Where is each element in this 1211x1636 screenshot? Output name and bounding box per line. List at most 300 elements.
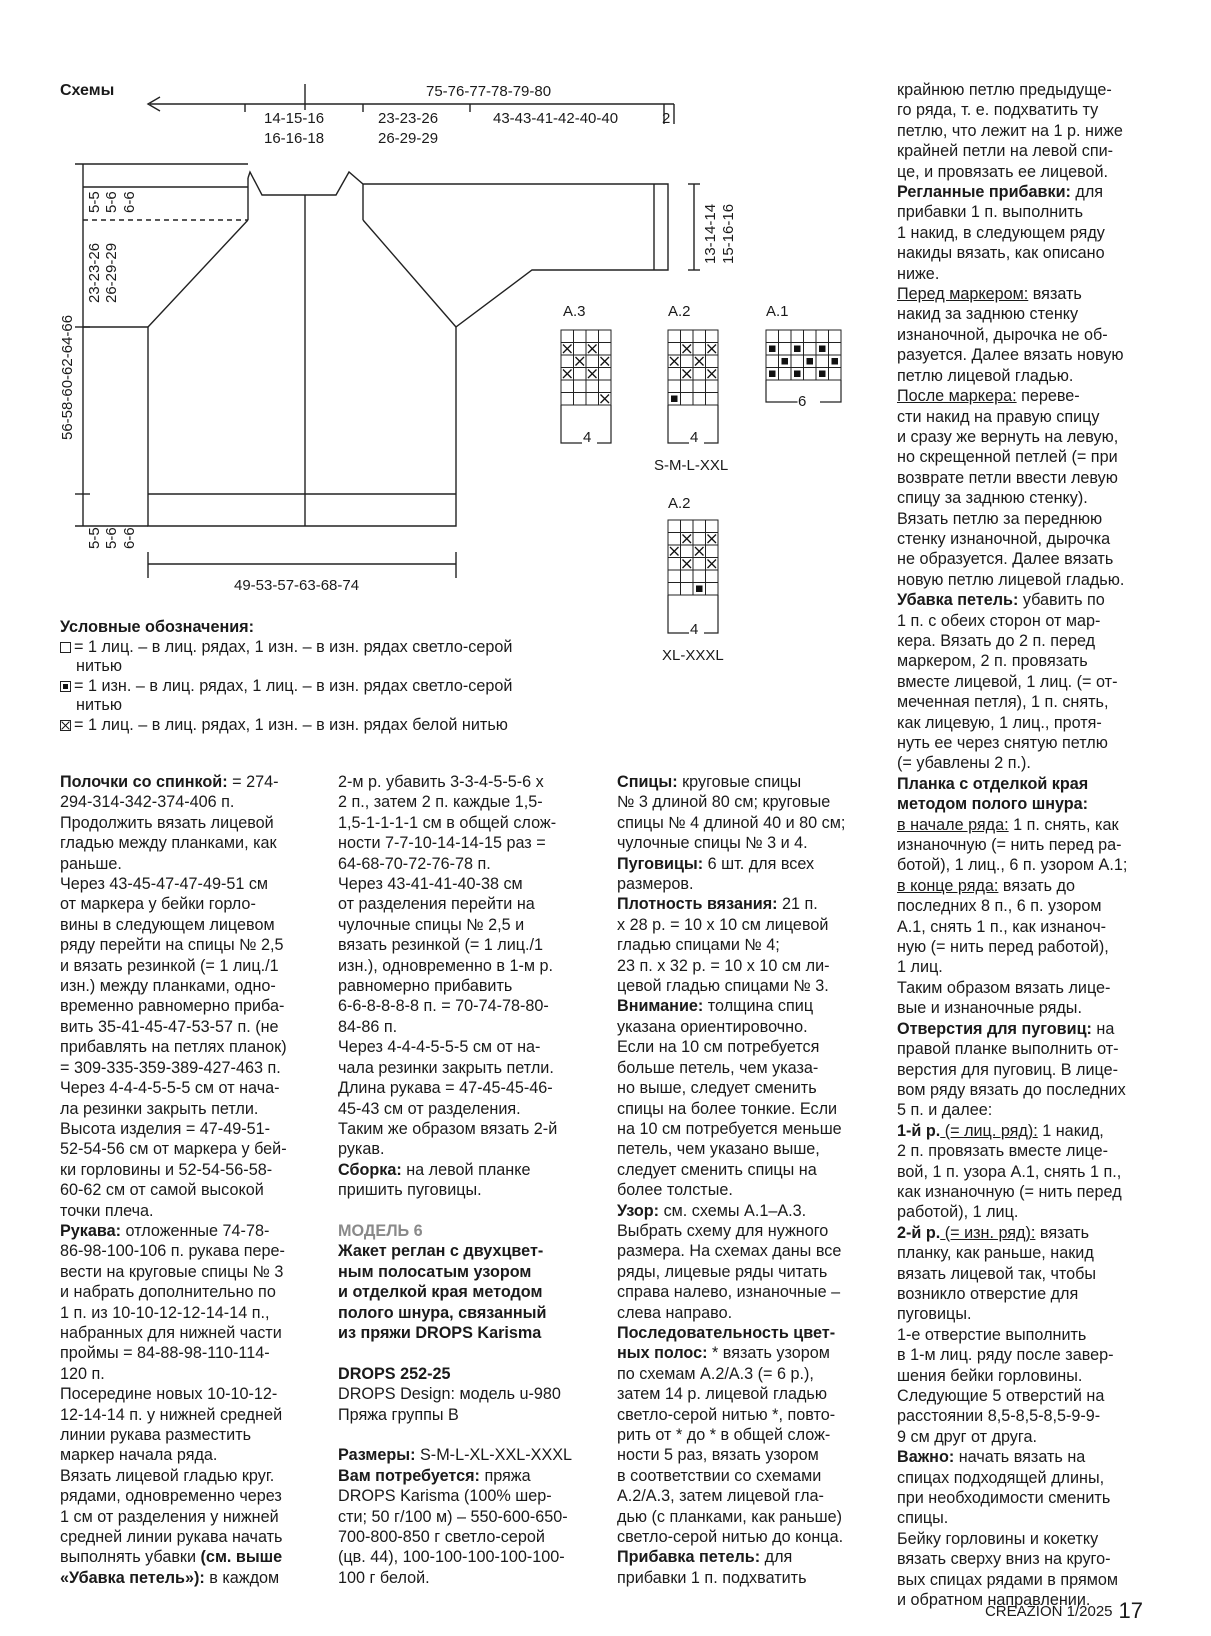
col3-line: [617, 874, 845, 894]
col3-line: [617, 956, 845, 976]
text-run: 1 см от разделения у нижней: [60, 1507, 279, 1526]
col2-line: [338, 935, 572, 955]
text-run: изн.) между планками, одно-: [60, 977, 276, 996]
text-run: Плотность вязания:: [617, 895, 778, 914]
chart-cell: [599, 343, 612, 356]
col3-line: [617, 854, 845, 874]
text-run: 1 накид,: [1037, 1121, 1104, 1140]
chart-cell: [668, 583, 681, 596]
col3-line: [617, 1241, 845, 1261]
text-run: сти накид на правую спицу: [897, 407, 1100, 426]
text-run: светло-серой нитью до конца.: [617, 1528, 844, 1547]
col1-line: [60, 1099, 287, 1119]
chart-cell: [706, 583, 719, 596]
col3-line: [617, 1078, 845, 1098]
col1-line: [60, 792, 287, 812]
text-run: ботой), 1 лиц., 6 п. узором A.1;: [897, 856, 1128, 875]
col3-line: [617, 1282, 845, 1302]
text-run: 86-98-100-106 п. рукава пере-: [60, 1242, 285, 1261]
col4-line: [897, 733, 1127, 753]
filled-square-icon: [60, 681, 71, 692]
legend-item-cross: [60, 716, 512, 736]
col3-line: [617, 1180, 845, 1200]
chart-cell: [681, 393, 694, 406]
text-run: пришить пуговицы.: [338, 1181, 482, 1200]
chart-cell: [791, 355, 804, 368]
chart-a2-width: 4: [690, 429, 699, 446]
right-raglan-line: [363, 220, 456, 327]
col4-line: [897, 815, 1127, 835]
text-run: 21 п.: [777, 895, 818, 914]
text-run: ряды, лицевые ряды читать: [617, 1262, 828, 1281]
chart-cell: [693, 380, 706, 393]
text-run: 1-й р.: [897, 1121, 941, 1140]
text-run: вести на круговые спицы № 3: [60, 1262, 284, 1281]
col3-line: [617, 1037, 845, 1057]
text-run: петлю, что лежит на 1 р. ниже: [897, 121, 1123, 140]
text-run: DROPS Design: модель u-980: [338, 1385, 561, 1404]
filled-stitch-mark: [671, 396, 678, 403]
chart-cell: [574, 330, 587, 343]
seg1-top-label: 14-15-16: [264, 110, 325, 127]
chart-cell: [829, 343, 842, 356]
col3-line: [617, 1139, 845, 1159]
text-run: 60-62 см от самой высокой: [60, 1181, 264, 1200]
text-run: чулочные спицы № 2,5 и: [338, 915, 525, 934]
col3-line: [617, 1507, 845, 1527]
text-run: кера. Вязать до 2 п. перед: [897, 631, 1096, 650]
col1-line: [60, 1160, 287, 1180]
chart-cell: [779, 368, 792, 381]
text-run: отложенные 74-78-: [121, 1221, 270, 1240]
text-run: меченная петля), 1 п. снять,: [897, 693, 1109, 712]
col2-line: [338, 1384, 572, 1404]
col4-line: [897, 468, 1127, 488]
chart-cell: [693, 533, 706, 546]
text-run: Пряжа группы B: [338, 1405, 459, 1424]
chart-cell: [681, 355, 694, 368]
col2-line: [338, 1139, 572, 1159]
col4-line: [897, 549, 1127, 569]
col4-line: [897, 1366, 1127, 1386]
text-run: полого шнура, связанный: [338, 1303, 547, 1322]
col2-line: [338, 956, 572, 976]
col4-line: [897, 100, 1127, 120]
legend: [60, 618, 512, 736]
text-run: 23 п. х 32 р. = 10 х 10 см ли-: [617, 956, 830, 975]
legend-item2-text: = 1 изн. – в лиц. рядах, 1 лиц. – в изн. рядах светло-серой: [74, 676, 513, 695]
col4-line: [897, 917, 1127, 937]
col1-line: [60, 1568, 287, 1588]
text-run: спицу за заднюю стенку).: [897, 489, 1088, 508]
col1-line: [60, 1527, 287, 1547]
text-run: следует сменить спицы на: [617, 1160, 817, 1179]
text-run: 64-68-70-72-76-78 п.: [338, 854, 491, 873]
text-run: 1 п. из 10-10-12-12-14-14 п.,: [60, 1303, 270, 1322]
col2-line: [338, 1241, 572, 1261]
width-total-label: 75-76-77-78-79-80: [426, 83, 552, 100]
col4-line: [897, 631, 1127, 651]
col1-line: [60, 1323, 287, 1343]
col4-line: [897, 447, 1127, 467]
chart-a2-label: A.2: [668, 303, 691, 320]
col1-line: [60, 956, 287, 976]
text-run: гладью между планками, как: [60, 834, 277, 853]
left-raglan-line: [148, 220, 248, 327]
col2-line: [338, 833, 572, 853]
col3-line: [617, 1568, 845, 1588]
col3-line: [617, 894, 845, 914]
col4-line: [897, 1182, 1127, 1202]
col4-line: [897, 488, 1127, 508]
chart-cell: [586, 380, 599, 393]
text-run: как лицевую, 1 лиц., протя-: [897, 713, 1102, 732]
text-run: Узор:: [617, 1201, 660, 1220]
text-run: правой планке выполнить от-: [897, 1040, 1119, 1059]
text-run: средней линии рукава начать: [60, 1528, 283, 1547]
col3-line: [617, 1099, 845, 1119]
chart-a3-label: A.3: [563, 303, 586, 320]
col4-line: [897, 529, 1127, 549]
col4-line: [897, 651, 1127, 671]
text-run: Регланные прибавки:: [897, 183, 1071, 202]
col2-line: [338, 1445, 572, 1465]
chart-cell: [586, 393, 599, 406]
chart-cell: [816, 330, 829, 343]
col4-line: [897, 978, 1127, 998]
text-run: дью (с планками, как раньше): [617, 1507, 843, 1526]
chart-cell: [766, 330, 779, 343]
col4-line: [897, 1304, 1127, 1324]
col1-line: [60, 1017, 287, 1037]
chart-cell: [668, 343, 681, 356]
col4-line: [897, 1080, 1127, 1100]
text-run: DROPS Karisma (100% шер-: [338, 1487, 552, 1506]
col2-line: [338, 996, 572, 1016]
text-run: рядами, одновременно через: [60, 1487, 282, 1506]
text-run: (цв. 44), 100-100-100-100-100-: [338, 1548, 565, 1567]
col4-line: [897, 1386, 1127, 1406]
text-run: 6-6-8-8-8-8 п. = 70-74-78-80-: [338, 997, 549, 1016]
col4-line: [897, 243, 1127, 263]
col4-line: [897, 1508, 1127, 1528]
text-run: S-M-L-XL-XXL-XXXL: [415, 1446, 573, 1465]
col3-line: [617, 1527, 845, 1547]
col4-line: [897, 325, 1127, 345]
text-run: вой, 1 п. узора A.1, снять 1 п.,: [897, 1162, 1122, 1181]
sleeve-a-label: 13-14-14: [702, 203, 719, 264]
text-run: крайней петли на левой спи-: [897, 142, 1114, 161]
chart-cell: [574, 368, 587, 381]
chart-cell: [706, 393, 719, 406]
col4-line: [897, 1325, 1127, 1345]
chart-cell: [586, 330, 599, 343]
left-total-label: 56-58-60-62-64-66: [59, 314, 76, 440]
col2-line: [338, 854, 572, 874]
chart-cell: [693, 343, 706, 356]
seg4-label: 2: [662, 110, 671, 127]
col1-line: [60, 996, 287, 1016]
text-run: Бейку горловины и кокетку: [897, 1529, 1099, 1548]
col3-line: [617, 1364, 845, 1384]
text-run: затем 14 р. лицевой гладью: [617, 1385, 827, 1404]
col4-line: [897, 713, 1127, 733]
text-run: как изнаночную (= нить перед: [897, 1182, 1122, 1201]
text-run: 1 п. снять, как: [1008, 815, 1119, 834]
col3-line: [617, 1017, 845, 1037]
col3-line: [617, 1323, 845, 1343]
text-run: (= лиц. ряд):: [940, 1121, 1038, 1140]
text-run: в каждом: [204, 1568, 280, 1587]
col2-line: [338, 1527, 572, 1547]
col2-line: [338, 1568, 572, 1588]
text-run: Посередине новых 10-10-12-: [60, 1385, 278, 1404]
chart-cell: [804, 330, 817, 343]
chart-cell: [829, 330, 842, 343]
text-run: DROPS 252-25: [338, 1364, 451, 1383]
col4-line: [897, 1121, 1127, 1141]
text-run: маркером, 2 п. провязать: [897, 652, 1088, 671]
col1-line: [60, 915, 287, 935]
text-run: сти; 50 г/100 м) – 550-600-650-: [338, 1507, 568, 1526]
text-run: по схемам A.2/A.3 (= 6 р.),: [617, 1364, 814, 1383]
chart-cell: [681, 330, 694, 343]
chart-a2b-width: 4: [690, 621, 699, 638]
chart-cell: [804, 368, 817, 381]
text-run: светло-серой нитью *, повто-: [617, 1405, 836, 1424]
text-run: Через 43-45-47-47-49-51 см: [60, 875, 269, 894]
col4-line: [897, 937, 1127, 957]
col4-line: [897, 876, 1127, 896]
filled-stitch-mark: [832, 358, 839, 365]
text-run: на левой планке: [401, 1160, 531, 1179]
chart-cell: [829, 368, 842, 381]
text-run: начать вязать на: [954, 1448, 1086, 1467]
seg2-bot-label: 26-29-29: [378, 130, 439, 147]
text-column-4: [897, 80, 1127, 1610]
filled-stitch-mark: [769, 346, 776, 353]
cross-square-icon: [60, 720, 71, 731]
text-run: 1,5-1-1-1-1 см в общей слож-: [338, 813, 557, 832]
text-run: для: [760, 1548, 793, 1567]
text-run: х 28 р. = 10 х 10 см лицевой: [617, 915, 829, 934]
chart-cell: [681, 380, 694, 393]
chart-cell: [693, 368, 706, 381]
text-run: набранных для нижней части: [60, 1323, 282, 1342]
text-run: ным полосатым узором: [338, 1262, 532, 1281]
col1-line: [60, 1303, 287, 1323]
text-run: и сразу же вернуть на левую,: [897, 427, 1119, 446]
text-run: но выше, следует сменить: [617, 1079, 817, 1098]
text-run: указана ориентировочно.: [617, 1017, 808, 1036]
text-run: планку, как раньше, накид: [897, 1244, 1094, 1263]
text-run: в начале ряда:: [897, 815, 1009, 834]
text-run: 1 п. с обеих сторон от мар-: [897, 611, 1101, 630]
text-run: (= изн. ряд):: [940, 1223, 1036, 1242]
text-run: 2 п. провязать вместе лице-: [897, 1142, 1108, 1161]
text-run: Внимание:: [617, 997, 704, 1016]
col4-line: [897, 1549, 1127, 1569]
text-run: петель, чем указано выше,: [617, 1140, 820, 1159]
text-run: 6 шт. для всех: [703, 854, 815, 873]
col1-line: [60, 1037, 287, 1057]
col1-line: [60, 1486, 287, 1506]
text-run: * вязать узором: [707, 1344, 830, 1363]
text-run: пуговицы.: [897, 1305, 972, 1324]
left-mid-b-label: 26-29-29: [103, 242, 120, 303]
text-run: Таким образом вязать лице-: [897, 978, 1111, 997]
text-run: Пуговицы:: [617, 854, 704, 873]
col2-line: [338, 1303, 572, 1323]
text-run: чулочные спицы № 3 и 4.: [617, 834, 808, 853]
chart-a2-sizes: S-M-L-XXL: [654, 457, 729, 474]
chart-cell: [681, 545, 694, 558]
text-run: слева направо.: [617, 1303, 733, 1322]
col4-line: [897, 162, 1127, 182]
text-run: вых спицах рядами в прямом: [897, 1570, 1119, 1589]
text-run: вязать сверху вниз на круго-: [897, 1550, 1111, 1569]
col4-line: [897, 1039, 1127, 1059]
text-run: Убавка петель:: [897, 591, 1019, 610]
col2-line: [338, 1119, 572, 1139]
text-run: при необходимости сменить: [897, 1489, 1111, 1508]
text-run: рить от * до * в общей слож-: [617, 1426, 831, 1444]
text-run: справа налево, изнаночные –: [617, 1283, 841, 1302]
text-run: це, и провязать ее лицевой.: [897, 162, 1109, 181]
text-run: ных полос:: [617, 1344, 708, 1363]
legend-item3-text: = 1 лиц. – в лиц. рядах, 1 изн. – в изн. рядах белой нитью: [74, 715, 508, 734]
text-run: вые и изнаночные ряды.: [897, 999, 1082, 1018]
col1-line: [60, 1405, 287, 1425]
chart-cell: [706, 570, 719, 583]
col1-line: [60, 874, 287, 894]
col4-line: [897, 264, 1127, 284]
text-run: 12-14-14 п. у нижней средней: [60, 1405, 283, 1424]
col4-line: [897, 998, 1127, 1018]
col2-line: [338, 1364, 572, 1384]
col3-line: [617, 1303, 845, 1323]
col3-line: [617, 833, 845, 853]
col4-line: [897, 611, 1127, 631]
bottom-width-label: 49-53-57-63-68-74: [234, 577, 360, 594]
col4-line: [897, 1529, 1127, 1549]
filled-stitch-mark: [696, 586, 703, 593]
col3-line: [617, 1343, 845, 1363]
text-run: 700-800-850 г светло-серой: [338, 1527, 545, 1546]
col1-line: [60, 1507, 287, 1527]
text-run: прибавлять на петлях планок): [60, 1038, 287, 1057]
col4-line: [897, 774, 1127, 794]
text-run: (= убавлены 2 п.).: [897, 754, 1031, 773]
col4-line: [897, 509, 1127, 529]
col3-line: [617, 1160, 845, 1180]
text-run: расстоянии 8,5-8,5-8,5-9-9-: [897, 1407, 1101, 1426]
col2-line: [338, 1201, 572, 1221]
chart-cell: [668, 330, 681, 343]
text-run: 5 п. и далее:: [897, 1101, 993, 1120]
col1-line: [60, 935, 287, 955]
col2-line: [338, 1405, 572, 1425]
chart-cell: [668, 368, 681, 381]
text-run: Полочки со спинкой:: [60, 773, 228, 791]
chart-cell: [561, 380, 574, 393]
chart-cell: [706, 355, 719, 368]
text-run: Если на 10 см потребуется: [617, 1038, 820, 1057]
col4-line: [897, 1468, 1127, 1488]
text-run: Длина рукава = 47-45-45-46-: [338, 1079, 553, 1098]
chart-cell: [561, 355, 574, 368]
col4-line: [897, 1570, 1127, 1590]
chart-cell: [706, 520, 719, 533]
filled-stitch-mark: [807, 358, 814, 365]
text-run: круговые спицы: [677, 773, 802, 791]
text-run: Через 4-4-4-5-5-5 см от на-: [338, 1038, 541, 1057]
text-run: в соответствии со схемами: [617, 1466, 822, 1485]
text-run: последних 8 п., 6 п. узором: [897, 897, 1102, 916]
col4-line: [897, 570, 1127, 590]
chart-cell: [693, 330, 706, 343]
text-run: рукав.: [338, 1140, 385, 1159]
filled-stitch-mark: [794, 346, 801, 353]
text-run: вом ряду вязать до последних: [897, 1080, 1126, 1099]
col4-line: [897, 1345, 1127, 1365]
col4-line: [897, 407, 1127, 427]
text-run: 84-86 п.: [338, 1017, 398, 1036]
chart-a1-width: 6: [798, 393, 807, 410]
col1-line: [60, 854, 287, 874]
col3-line: [617, 1405, 845, 1425]
text-run: и отделкой края методом: [338, 1283, 543, 1302]
col4-line: [897, 896, 1127, 916]
left-bot-b-label: 5-6: [103, 527, 120, 549]
text-run: 1-е отверстие выполнить: [897, 1325, 1087, 1344]
text-run: и вязать резинкой (= 1 лиц./1: [60, 956, 279, 975]
text-run: и обратном направлении.: [897, 1591, 1091, 1610]
col1-line: [60, 1221, 287, 1241]
text-run: маркер начала ряда.: [60, 1446, 218, 1465]
chart-cell: [791, 330, 804, 343]
col4-line: [897, 692, 1127, 712]
chart-cell: [706, 545, 719, 558]
left-bot-c-label: 6-6: [121, 527, 138, 549]
col1-line: [60, 1139, 287, 1159]
text-run: вязать: [1028, 285, 1082, 304]
chart-cell: [668, 380, 681, 393]
text-run: проймы = 84-88-98-110-114-: [60, 1344, 270, 1363]
col4-line: [897, 835, 1127, 855]
text-run: в 1-м лиц. ряду после завер-: [897, 1346, 1114, 1365]
text-run: = 309-335-359-389-427-463 п.: [60, 1058, 281, 1077]
text-run: шения бейки горловины.: [897, 1366, 1083, 1385]
chart-cell: [599, 380, 612, 393]
text-run: цевой гладью спицами № 3.: [617, 977, 829, 996]
col2-line: [338, 1486, 572, 1506]
chart-cell: [706, 380, 719, 393]
text-run: изнаночной, дырочка не об-: [897, 325, 1108, 344]
left-mid-a-label: 23-23-26: [86, 242, 103, 303]
text-run: 294-314-342-374-406 п.: [60, 793, 235, 812]
text-run: го ряда, т. е. подхватить ту: [897, 101, 1099, 120]
col4-line: [897, 202, 1127, 222]
text-run: Отверстия для пуговиц:: [897, 1019, 1092, 1038]
empty-square-icon: [60, 642, 71, 653]
chart-a2b-grid: [668, 520, 718, 633]
col1-line: [60, 1262, 287, 1282]
col1-line: [60, 1343, 287, 1363]
col1-line: [60, 1078, 287, 1098]
col2-line: [338, 1221, 572, 1241]
text-run: ности 7-7-10-14-14-15 раз =: [338, 834, 546, 853]
